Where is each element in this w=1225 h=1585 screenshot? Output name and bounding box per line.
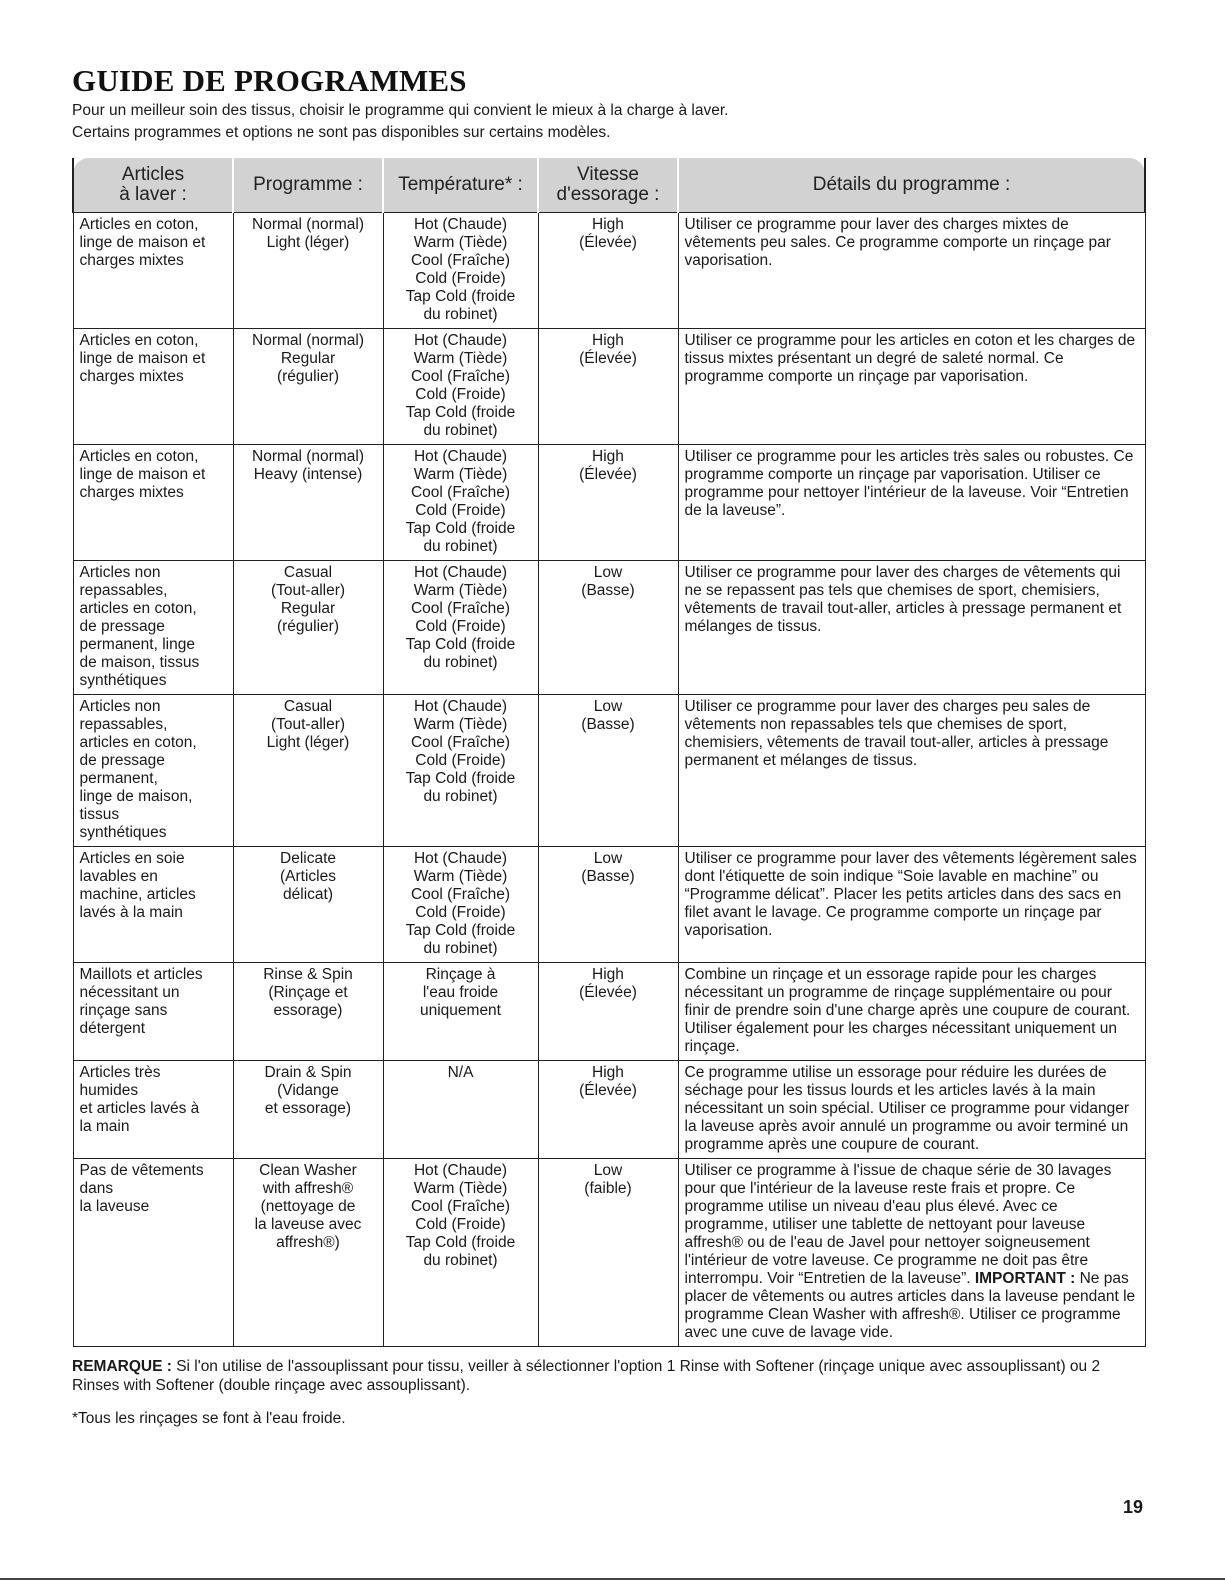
cell-articles: Articles non repassables, articles en coton, de pressage permanent, linge de maison, tissus synthétiques — [73, 695, 233, 847]
cell-articles: Articles en coton, linge de maison et charges mixtes — [73, 329, 233, 445]
cell-vitesse: High (Élevée) — [538, 213, 678, 329]
cell-vitesse: Low (Basse) — [538, 847, 678, 963]
intro-line-1: Pour un meilleur soin des tissus, choisir le programme qui convient le mieux à la charge à laver. — [72, 102, 729, 119]
cell-programme: Clean Washer with affresh® (nettoyage de la laveuse avec affresh®) — [233, 1159, 383, 1347]
cell-details: Ce programme utilise un essorage pour réduire les durées de séchage pour les tissus lourds et les articles lavés à la main nécessitant un soin spécial. Utiliser ce programme pour vidanger la laveuse après avoir annulé un programme ou avoir terminé un programme après une coupure de courant. — [678, 1061, 1145, 1159]
cell-vitesse: Low (Basse) — [538, 695, 678, 847]
cell-vitesse: High (Élevée) — [538, 963, 678, 1061]
cell-details: Combine un rinçage et un essorage rapide pour les charges nécessitant un programme de rinçage supplémentaire ou pour finir de prendre soin d'une charge après une coupure de courant. Utiliser également pour les charges nécessitant uniquement un rinçage. — [678, 963, 1145, 1061]
table-row — [73, 561, 1145, 695]
header-vitesse: Vitesse d'essorage : — [538, 158, 678, 213]
intro-text — [72, 100, 1144, 144]
cell-vitesse: High (Élevée) — [538, 445, 678, 561]
cell-details: Utiliser ce programme pour laver des charges peu sales de vêtements non repassables tels que chemises de sport, chemisiers, vêtements de travail tout-aller, articles à pressage permanent et mélanges de tissus. — [678, 695, 1145, 847]
remark-label: REMARQUE : — [72, 1358, 172, 1375]
remark-note — [72, 1357, 1144, 1395]
table-row — [73, 1159, 1145, 1347]
cell-temperature: Hot (Chaude) Warm (Tiède) Cool (Fraîche) Cold (Froide) Tap Cold (froide du robinet) — [383, 561, 538, 695]
cell-vitesse: Low (Basse) — [538, 561, 678, 695]
cell-vitesse: High (Élevée) — [538, 329, 678, 445]
cell-temperature: Hot (Chaude) Warm (Tiède) Cool (Fraîche) Cold (Froide) Tap Cold (froide du robinet) — [383, 213, 538, 329]
remark-text: Si l'on utilise de l'assouplissant pour tissu, veiller à sélectionner l'option 1 Rinse with Softener (rinçage unique avec assouplissant) ou 2 Rinses with Softener (double rinçage avec assouplissant). — [72, 1358, 1101, 1394]
page-title: GUIDE DE PROGRAMMES — [72, 63, 467, 98]
cell-articles: Articles en coton, linge de maison et charges mixtes — [73, 445, 233, 561]
cell-details: Utiliser ce programme pour laver des vêtements légèrement sales dont l'étiquette de soin indique “Soie lavable en machine” ou “Programme délicat”. Placer les petits articles dans des sacs en filet avant le lavage. Ce programme comporte un rinçage par vaporisation. — [678, 847, 1145, 963]
table-header-row — [73, 158, 1145, 213]
table-row — [73, 963, 1145, 1061]
intro-line-2: Certains programmes et options ne sont pas disponibles sur certains modèles. — [72, 124, 611, 141]
cycle-guide-table — [72, 158, 1146, 1347]
cell-programme: Casual (Tout-aller) Regular (régulier) — [233, 561, 383, 695]
cell-articles: Pas de vêtements dans la laveuse — [73, 1159, 233, 1347]
cell-temperature: Hot (Chaude) Warm (Tiède) Cool (Fraîche) Cold (Froide) Tap Cold (froide du robinet) — [383, 329, 538, 445]
cell-articles: Articles non repassables, articles en coton, de pressage permanent, linge de maison, tissus synthétiques — [73, 561, 233, 695]
cell-details: Utiliser ce programme pour laver des charges mixtes de vêtements peu sales. Ce programme comporte un rinçage par vaporisation. — [678, 213, 1145, 329]
cell-vitesse: High (Élevée) — [538, 1061, 678, 1159]
important-label: IMPORTANT : — [974, 1270, 1076, 1287]
cell-temperature: Hot (Chaude) Warm (Tiède) Cool (Fraîche) Cold (Froide) Tap Cold (froide du robinet) — [383, 695, 538, 847]
cell-temperature: Hot (Chaude) Warm (Tiède) Cool (Fraîche) Cold (Froide) Tap Cold (froide du robinet) — [383, 445, 538, 561]
table-row — [73, 445, 1145, 561]
cell-articles: Articles très humides et articles lavés à la main — [73, 1061, 233, 1159]
table-row — [73, 847, 1145, 963]
table-row — [73, 213, 1145, 329]
bottom-rule — [0, 1578, 1225, 1580]
cell-articles: Articles en coton, linge de maison et charges mixtes — [73, 213, 233, 329]
cell-details: Utiliser ce programme pour laver des charges de vêtements qui ne se repassent pas tels que chemises de sport, chemisiers, vêtements de travail tout-aller, articles à pressage permanent et mélanges de tissus. — [678, 561, 1145, 695]
cell-programme: Rinse & Spin (Rinçage et essorage) — [233, 963, 383, 1061]
cell-programme: Normal (normal) Light (léger) — [233, 213, 383, 329]
cell-programme: Drain & Spin (Vidange et essorage) — [233, 1061, 383, 1159]
table-row — [73, 695, 1145, 847]
cell-articles: Articles en soie lavables en machine, articles lavés à la main — [73, 847, 233, 963]
cell-programme: Casual (Tout-aller) Light (léger) — [233, 695, 383, 847]
table-row — [73, 1061, 1145, 1159]
cell-programme: Normal (normal) Regular (régulier) — [233, 329, 383, 445]
cell-programme: Normal (normal) Heavy (intense) — [233, 445, 383, 561]
header-articles: Articles à laver : — [73, 158, 233, 213]
cell-temperature: Rinçage à l'eau froide uniquement — [383, 963, 538, 1061]
cell-details: Utiliser ce programme pour les articles en coton et les charges de tissus mixtes présentant un degré de saleté normal. Ce programme comporte un rinçage par vaporisation. — [678, 329, 1145, 445]
page-number: 19 — [1122, 1497, 1143, 1517]
clean-washer-details: Utiliser ce programme à l'issue de chaque série de 30 lavages pour que l'intérieur de la laveuse reste frais et propre. Ce programme utilise un niveau d'eau plus élevé. Avec ce programme, utiliser une tablette de nettoyant pour laveuse affresh® ou de l'eau de Javel pour nettoyer soigneusement l'intérieur de votre laveuse. Ce programme ne doit pas être interrompu. Voir “Entretien de la laveuse”. — [684, 1162, 1112, 1287]
table-row — [73, 329, 1145, 445]
header-details: Détails du programme : — [678, 158, 1145, 213]
header-temperature: Température* : — [383, 158, 538, 213]
footnote: *Tous les rinçages se font à l'eau froide. — [72, 1410, 346, 1427]
cell-temperature: Hot (Chaude) Warm (Tiède) Cool (Fraîche) Cold (Froide) Tap Cold (froide du robinet) — [383, 1159, 538, 1347]
document-page — [72, 62, 1144, 1428]
cell-details-clean-washer — [678, 1159, 1145, 1347]
cell-articles: Maillots et articles nécessitant un rinçage sans détergent — [73, 963, 233, 1061]
header-programme: Programme : — [233, 158, 383, 213]
cell-vitesse: Low (faible) — [538, 1159, 678, 1347]
cell-temperature: Hot (Chaude) Warm (Tiède) Cool (Fraîche) Cold (Froide) Tap Cold (froide du robinet) — [383, 847, 538, 963]
important-text: Ne pas placer de vêtements ou autres articles dans la laveuse pendant le programme Clean Washer with affresh®. Utiliser ce programme avec une cuve de lavage vide. — [684, 1270, 1136, 1341]
cell-details: Utiliser ce programme pour les articles très sales ou robustes. Ce programme comporte un rinçage par vaporisation. Utiliser ce programme pour nettoyer l'intérieur de la laveuse. Voir “Entretien de la laveuse”. — [678, 445, 1145, 561]
cell-temperature: N/A — [383, 1061, 538, 1159]
cell-programme: Delicate (Articles délicat) — [233, 847, 383, 963]
